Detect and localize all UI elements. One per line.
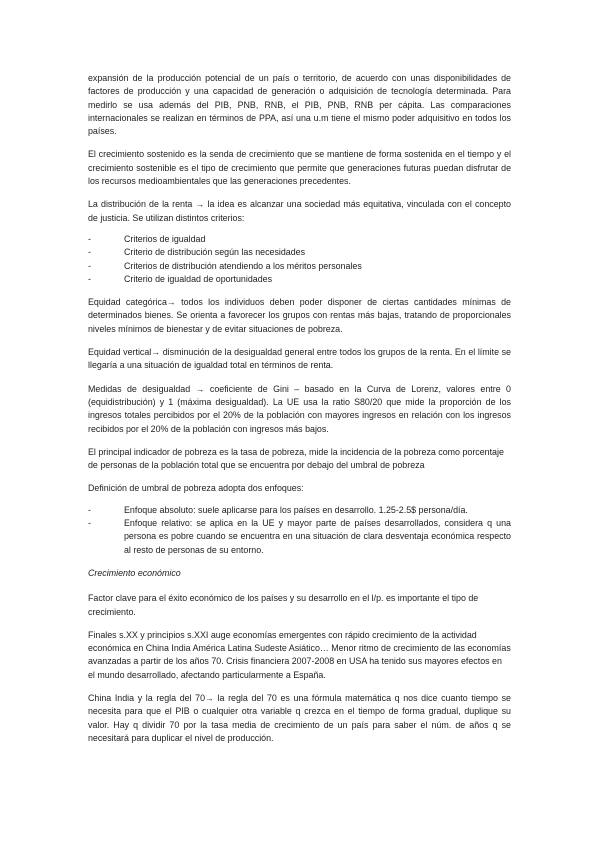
list-item — [88, 504, 511, 517]
paragraph-distribucion-renta: La distribución de la renta → la idea es alcanzar una sociedad más equitativa, vinculada con el concepto de justicia. Se utilizan distintos criterios: — [88, 199, 511, 223]
bullet-dash: - — [88, 247, 91, 258]
paragraph-economias-emergentes: Finales s.XX y principios s.XXI auge economías emergentes con rápido crecimiento de la actividad económica en China India América Latina Sudeste Asiático… Menor ritmo de crecimiento de las economías avanzadas a partir de los años 70. Crisis financiera 2007-2008 en USA ha tenido sus mayores efectos en el mundo desarrollado, afectando particularmente a España. — [88, 629, 511, 680]
paragraph-medidas-desigualdad: Medidas de desigualdad → coeficiente de Gini – basado en la Curva de Lorenz, valores entre 0 (equidistribución) y 1 (máxima desigualdad). La UE usa la ratio S80/20 que mide la proporción de los ingresos totales percibidos por el 20% de la población con mayores ingresos en relación con los ingresos recibidos por el 20% de la población con ingresos más bajos. — [88, 383, 511, 434]
paragraph-crecimiento-sostenido: El crecimiento sostenido es la senda de crecimiento que se mantiene de forma sostenida en el tiempo y el crecimiento sostenible es el tipo de crecimiento que permite que generaciones futuras puedan disfrutar de los recursos medioambientales que las generaciones precedentes. — [88, 149, 511, 187]
paragraph-factor-clave: Factor clave para el éxito económico de los países y su desarrollo en el l/p. es importante el tipo de crecimiento. — [88, 593, 479, 617]
bullet-dash: - — [88, 518, 91, 529]
enfoques-list — [88, 504, 511, 557]
list-item — [88, 246, 511, 259]
section-heading: Crecimiento económico — [88, 567, 181, 578]
paragraph-regla-70: China India y la regla del 70→ la regla del 70 es una fórmula matemática q nos dice cuanto tiempo se necesita para que el PIB o cualquier otra variable q crezca en el tiempo de forma gradual, duplique su valor. Hay q dividir 70 por la tasa media de crecimiento de un país para saber el núm. de años q se necesitará para duplicar el nivel de producción. — [88, 692, 511, 743]
list-item — [88, 233, 511, 246]
paragraph-umbral-pobreza: Definición de umbral de pobreza adopta dos enfoques: — [88, 483, 304, 494]
paragraph-indicador-pobreza: El principal indicador de pobreza es la tasa de pobreza, mide la incidencia de la pobreza como porcentaje de personas de la población total que se encuentra por debajo del umbral de pobreza — [88, 446, 504, 471]
paragraph-equidad-vertical: Equidad vertical→ disminución de la desigualdad general entre todos los grupos de la renta. En el límite se llegaría a una situación de igualdad total en términos de renta. — [88, 347, 511, 371]
bullet-dash: - — [88, 273, 91, 284]
list-item-text: Enfoque absoluto: suele aplicarse para los países en desarrollo. 1.25-2.5$ persona/día. — [124, 504, 468, 515]
paragraph-expansion: expansión de la producción potencial de un país o territorio, de acuerdo con unas disponibilidades de factores de producción y una capacidad de generación o adquisición de tecnología determinada. Para medirlo se usa además del PIB, PNB, RNB, el PIB, PNB, RNB per cápita. Las comparaciones internacionales se realizan en términos de PPA, así una u.m tiene el mismo poder adquisitivo en todos los países. — [88, 73, 511, 137]
list-item — [88, 273, 511, 286]
list-item — [88, 260, 511, 273]
list-item-text: Criterio de distribución según las necesidades — [124, 247, 306, 258]
bullet-dash: - — [88, 504, 91, 515]
list-item-text: Criterios de igualdad — [124, 233, 206, 244]
criterios-list — [88, 233, 511, 286]
list-item-text: Criterio de igualdad de oportunidades — [124, 273, 273, 284]
paragraph-equidad-categorica: Equidad categórica→ todos los individuos deben poder disponer de ciertas cantidades mínimas de determinados bienes. Se orienta a favorecer los grupos con rentas más bajas, tratando de proporcionales niveles mínimos de bienestar y de evitar situaciones de pobreza. — [88, 297, 511, 334]
bullet-dash: - — [88, 260, 91, 271]
bullet-dash: - — [88, 233, 91, 244]
list-item — [88, 517, 511, 557]
list-item-text: Criterios de distribución atendiendo a los méritos personales — [124, 260, 362, 271]
list-item-text: Enfoque relativo: se aplica en la UE y mayor parte de países desarrollados, considera q una persona es pobre cuando se encuentra en una situación de clara desventaja económica respecto al resto de personas de su entorno. — [124, 518, 511, 555]
